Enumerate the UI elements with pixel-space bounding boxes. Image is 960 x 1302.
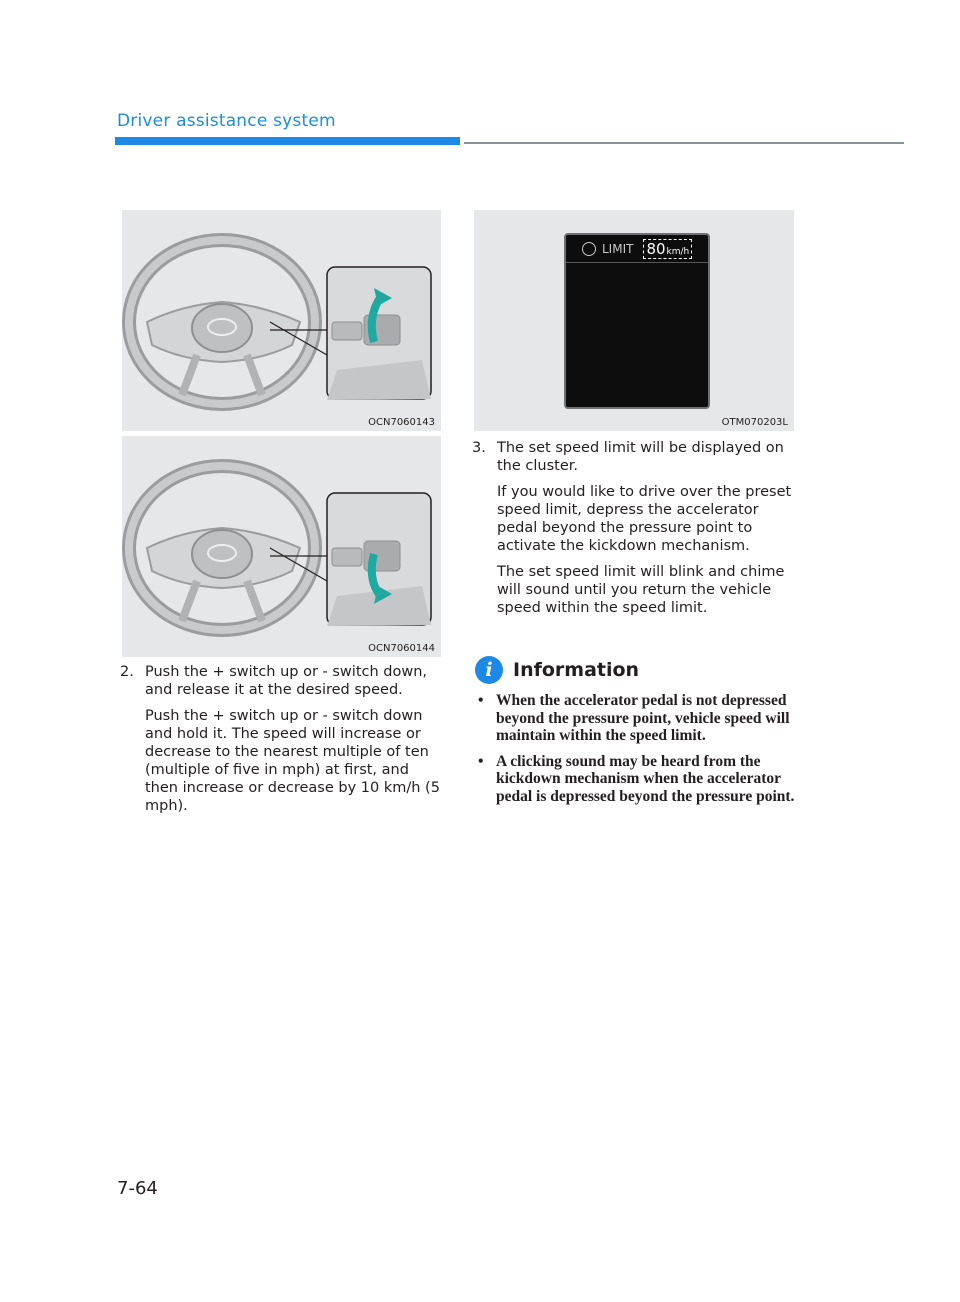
step-3 bbox=[472, 439, 797, 617]
steering-wheel-up-illustration bbox=[122, 210, 441, 431]
header-rule bbox=[464, 142, 904, 144]
speed-unit: km/h bbox=[666, 247, 690, 257]
step-number: 3. bbox=[472, 440, 486, 456]
information-heading bbox=[475, 656, 639, 684]
speed-set-box bbox=[643, 239, 692, 259]
section-title: Driver assistance system bbox=[117, 111, 336, 131]
step-paragraph: Push the + switch up or - switch down and hold it. The speed will increase or decrease to the nearest multiple of ten (multiple of five in mph) at first, and then increase or decrease by 10 km/h (5 mph). bbox=[145, 708, 440, 814]
step-text: The set speed limit will be displayed on the cluster. bbox=[497, 440, 784, 474]
list-item-text: When the accelerator pedal is not depressed beyond the pressure point, vehicle speed will maintain within the speed limit. bbox=[496, 692, 790, 744]
page-number: 7-64 bbox=[117, 1178, 158, 1199]
figure-steering-wheel-switch-down bbox=[122, 436, 441, 657]
header-accent-bar bbox=[115, 137, 460, 145]
figure-steering-wheel-switch-up bbox=[122, 210, 441, 431]
figure-code: OCN7060144 bbox=[368, 643, 435, 654]
step-paragraph: The set speed limit will blink and chime will sound until you return the vehicle speed within the speed limit. bbox=[497, 564, 785, 616]
figure-code: OTM070203L bbox=[721, 417, 788, 428]
speed-limiter-icon bbox=[582, 242, 596, 256]
step-paragraph: If you would like to drive over the preset speed limit, depress the accelerator pedal beyond the pressure point to activate the kickdown mechanism. bbox=[497, 484, 792, 554]
list-item bbox=[478, 753, 796, 806]
step-number: 2. bbox=[120, 664, 134, 680]
information-icon: i bbox=[475, 656, 503, 684]
figure-cluster-display bbox=[474, 210, 794, 431]
information-list bbox=[478, 692, 796, 813]
step-text: Push the + switch up or - switch down, and release it at the desired speed. bbox=[145, 664, 428, 698]
steering-wheel-down-illustration bbox=[122, 436, 441, 657]
list-item-text: A clicking sound may be heard from the kickdown mechanism when the accelerator pedal is depressed beyond the pressure point. bbox=[496, 752, 795, 805]
bullet: • bbox=[478, 752, 484, 770]
bullet: • bbox=[478, 692, 484, 709]
limit-label: LIMIT bbox=[602, 242, 634, 256]
figure-code: OCN7060143 bbox=[368, 417, 435, 428]
information-title: Information bbox=[513, 659, 640, 681]
cluster-divider bbox=[566, 262, 708, 263]
cluster-top-row bbox=[566, 237, 708, 261]
list-item bbox=[478, 692, 796, 745]
speed-value: 80 bbox=[646, 240, 666, 258]
cluster-screen bbox=[564, 233, 710, 409]
step-2 bbox=[120, 663, 442, 815]
